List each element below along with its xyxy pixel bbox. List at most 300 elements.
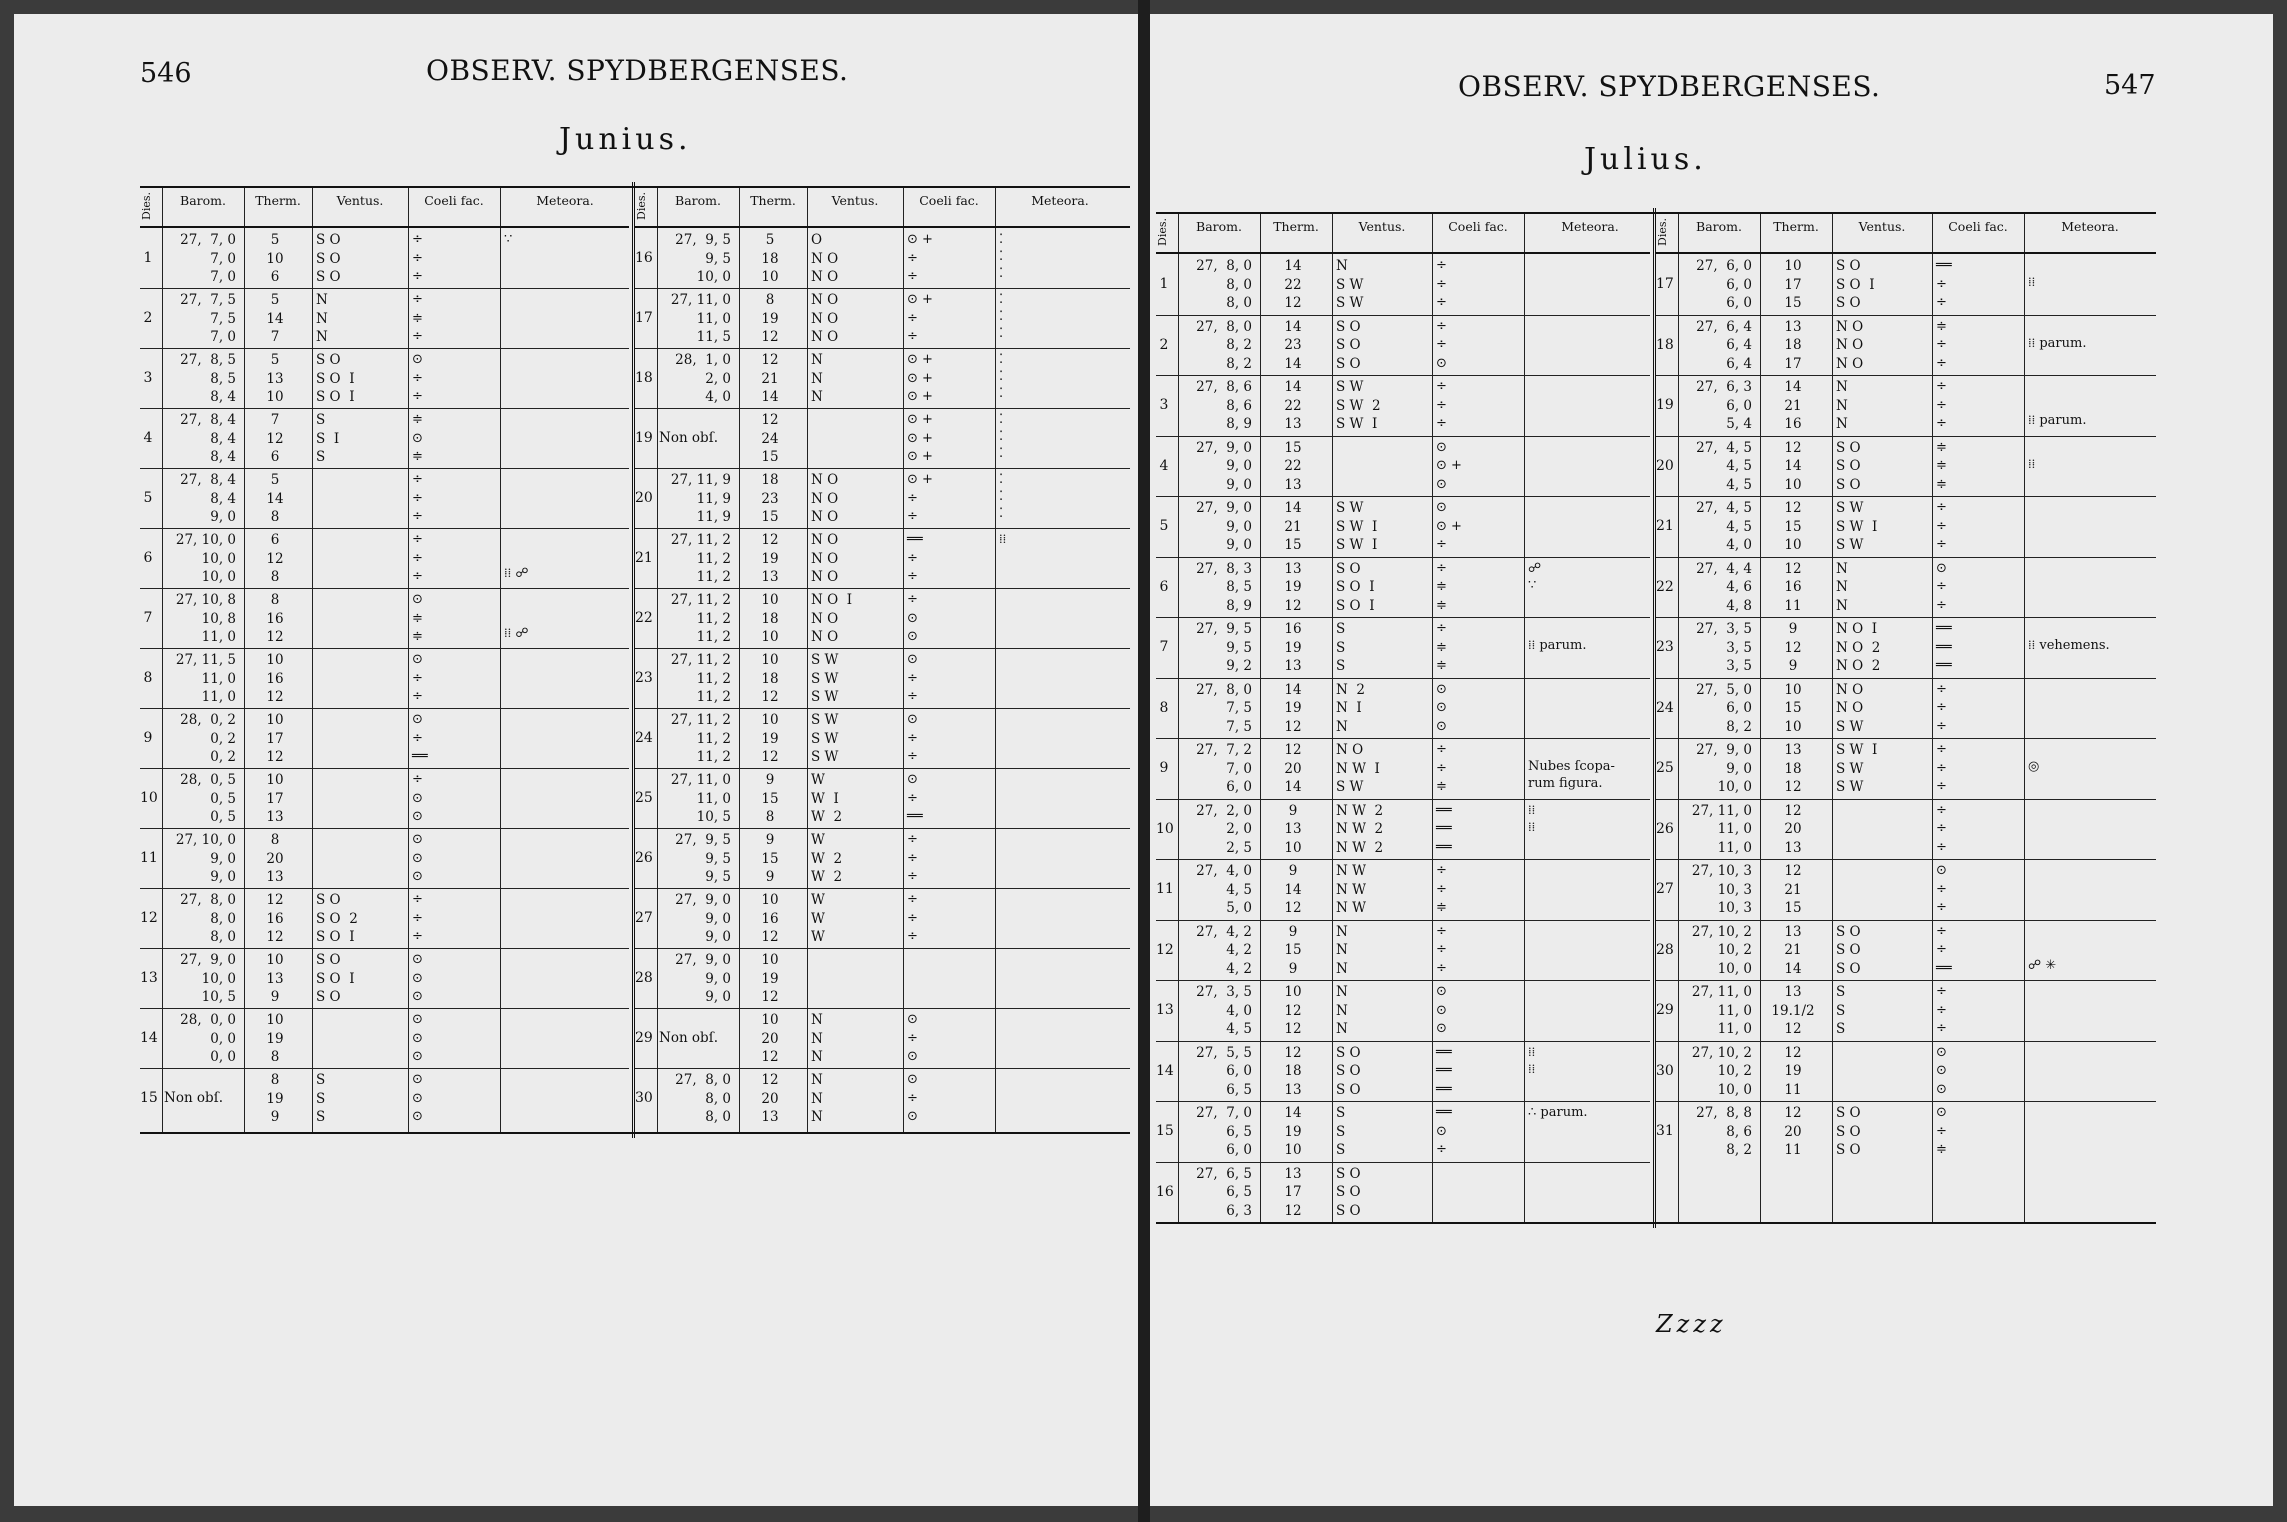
cell-meteora [2024, 496, 2154, 560]
cell-barom: 27, 10, 2 10, 2 10, 0 [1691, 923, 1752, 977]
cell-dies: 21 [1656, 518, 1674, 534]
cell-meteora [2024, 678, 2154, 742]
cell-therm: 5 13 10 [266, 352, 284, 405]
cell-ventus: S W S W I S W [1836, 500, 1878, 553]
cell-therm: 12 21 15 [1784, 863, 1802, 916]
cell-coeli: ÷ ÷ ÷ [1436, 258, 1447, 310]
cell-ventus: S O S O I S O [316, 952, 355, 1005]
cell-dies: 3 [1159, 397, 1169, 413]
header-col-therm: Therm. [255, 193, 301, 208]
cell-barom: 27, 5, 0 6, 0 8, 2 [1696, 681, 1752, 735]
cell-dies: 26 [635, 850, 653, 866]
cell-coeli: ⊙ ÷ ÷ [1936, 560, 1947, 613]
cell-ventus: W W I W 2 [811, 772, 843, 825]
cell-coeli: ÷ ÷ ⊙ [1436, 318, 1447, 371]
cell-coeli: ≑ ÷ ÷ [1936, 318, 1947, 371]
cell-ventus: S O S O S O [1336, 1165, 1361, 1219]
header-col-meteora: Meteora. [536, 193, 594, 208]
cell-dies: 30 [1656, 1062, 1674, 1079]
cell-meteora [1524, 315, 1654, 379]
cell-meteora [2024, 1041, 2154, 1105]
cell-meteora: ⁞⁞ [2028, 456, 2036, 472]
cell-meteora: ⁚ ⁚ ⁚ [999, 292, 1004, 341]
cell-ventus: W W W [811, 892, 825, 945]
cell-coeli: ÷ ÷ ÷ [1436, 923, 1447, 976]
cell-coeli: ⊙ ÷ ⊙ [907, 1072, 918, 1124]
cell-meteora [1524, 1162, 1654, 1226]
cell-dies: 23 [1656, 639, 1674, 655]
cell-coeli: ÷ ÷ ≑ [1436, 863, 1447, 915]
cell-ventus: S W S W S W [811, 652, 839, 705]
cell-meteora [500, 1008, 628, 1071]
cell-dies: 24 [635, 730, 653, 746]
cell-ventus: S W S W S W [811, 712, 839, 765]
cell-barom: 27, 9, 0 9, 0 9, 0 [675, 952, 731, 1005]
cell-meteora [1524, 678, 1654, 742]
cell-ventus: N N N [1836, 379, 1848, 432]
cell-therm: 10 12 12 [1284, 984, 1302, 1037]
header-col-meteora: Meteora. [1561, 219, 1619, 234]
cell-therm: 10 19 12 [761, 712, 779, 765]
cell-ventus: S S S [1336, 1105, 1346, 1158]
signature-mark: Zzzz [1656, 1310, 1727, 1338]
cell-ventus: N N N [1836, 560, 1848, 614]
header-col-coeli: Coeli fac. [424, 193, 484, 208]
junius-table [140, 186, 1130, 1134]
cell-coeli: ÷ ÷ ══ [1936, 923, 1952, 976]
cell-ventus: S O S O S O [1836, 923, 1861, 977]
header-col-barom: Barom. [180, 193, 226, 208]
cell-barom: 28, 0, 5 0, 5 0, 5 [180, 772, 236, 825]
cell-dies: 1 [1159, 276, 1169, 292]
cell-ventus: S S S [316, 1072, 326, 1125]
left-page [14, 14, 1138, 1506]
cell-therm: 12 21 14 [761, 352, 779, 405]
cell-barom: Non obſ. [659, 430, 718, 446]
cell-ventus: S W I S W S W [1836, 742, 1878, 795]
cell-dies: 4 [143, 430, 153, 446]
cell-ventus: N O N O N O [1836, 318, 1864, 372]
cell-dies: 21 [635, 550, 653, 566]
cell-ventus: N O N O N O [811, 472, 839, 525]
cell-ventus: N O I N O N O [811, 592, 853, 645]
cell-coeli: ⊙ ⊙ ⊙ [1436, 681, 1447, 734]
cell-dies: 17 [635, 310, 653, 326]
cell-coeli: ÷ ≑ ≑ [1436, 560, 1447, 613]
cell-coeli: ÷ ÷ ÷ [1936, 742, 1947, 794]
header-col-dies: Dies. [1156, 218, 1169, 246]
cell-therm: 12 14 10 [1784, 439, 1802, 493]
cell-meteora [2024, 557, 2154, 621]
cell-meteora: ∵ [504, 232, 513, 247]
header-col-coeli: Coeli fac. [1948, 219, 2008, 234]
cell-meteora: ⁞⁞ vehemens. [2028, 638, 2110, 653]
cell-therm: 10 18 10 [761, 592, 779, 645]
cell-meteora [1524, 436, 1654, 500]
cell-barom: 27, 6, 4 6, 4 6, 4 [1696, 318, 1752, 372]
cell-therm: 13 19 12 [1284, 560, 1302, 614]
header-col-ventus: Ventus. [336, 193, 384, 208]
cell-dies: 18 [635, 370, 653, 386]
cell-barom: 28, 1, 0 2, 0 4, 0 [675, 352, 731, 405]
cell-dies: 25 [1656, 760, 1674, 776]
cell-barom: 27, 10, 3 10, 3 10, 3 [1691, 863, 1752, 916]
cell-coeli: ÷ ÷ ÷ [907, 892, 918, 944]
cell-barom: 27, 8, 4 8, 4 9, 0 [180, 472, 236, 525]
cell-coeli: ⊙ ÷ ÷ [412, 652, 423, 704]
cell-ventus [312, 468, 406, 531]
cell-ventus [1332, 436, 1430, 500]
cell-coeli: ÷ ÷ ÷ [412, 532, 423, 584]
cell-ventus [312, 708, 406, 771]
cell-meteora [2024, 980, 2154, 1044]
cell-coeli: ⊙ ÷ ⊙ [907, 1012, 918, 1064]
cell-meteora [500, 348, 628, 411]
cell-barom: 27, 6, 3 6, 0 5, 4 [1696, 379, 1752, 432]
cell-therm: 14 22 12 [1284, 258, 1302, 311]
cell-meteora [500, 828, 628, 891]
cell-therm: 12 24 15 [761, 412, 779, 465]
header-col-dies: Dies. [140, 192, 153, 220]
cell-coeli: ⊙ ÷ ══ [907, 772, 923, 824]
page-number: 547 [2104, 70, 2156, 101]
cell-barom: 27, 11, 0 11, 0 11, 5 [670, 292, 731, 345]
cell-dies: 11 [1156, 881, 1174, 897]
cell-therm: 8 20 13 [266, 832, 284, 885]
cell-barom: 27, 8, 8 8, 6 8, 2 [1696, 1105, 1752, 1158]
cell-ventus: N 2 N I N [1336, 681, 1365, 735]
cell-meteora [500, 468, 628, 531]
cell-coeli: ⊙ ÷ ÷ [907, 712, 918, 764]
cell-barom: 27, 8, 0 8, 0 8, 0 [1196, 258, 1252, 311]
cell-coeli: ══ ══ ══ [1436, 802, 1452, 855]
cell-meteora: ☍ ✳ [2028, 957, 2057, 973]
cell-dies: 28 [1656, 941, 1674, 958]
cell-meteora: ☍ ∵ [1528, 560, 1542, 593]
month-title: Junius. [559, 122, 692, 157]
cell-dies: 2 [143, 310, 153, 326]
cell-coeli: ⊙ ⊙ ⊙ [1436, 984, 1447, 1036]
cell-dies: 13 [1156, 1002, 1174, 1018]
cell-dies: 6 [143, 550, 153, 566]
cell-coeli: ══ ÷ ÷ [907, 532, 923, 584]
header-col-meteora: Meteora. [1031, 193, 1089, 208]
cell-dies: 31 [1656, 1123, 1674, 1139]
cell-ventus [807, 408, 901, 471]
cell-barom: 27, 8, 3 8, 5 8, 9 [1196, 560, 1252, 614]
cell-dies: 27 [1656, 881, 1674, 897]
cell-dies: 27 [635, 910, 653, 926]
cell-therm: 10 13 9 [266, 952, 284, 1005]
cell-dies: 10 [140, 790, 158, 806]
cell-meteora: ⁞⁞ parum. [2028, 335, 2087, 351]
page-number: 546 [140, 58, 192, 89]
cell-barom: 27, 8, 0 7, 5 7, 5 [1196, 681, 1252, 735]
cell-ventus [312, 528, 406, 591]
cell-coeli: ÷ ÷ ÷ [412, 232, 423, 284]
cell-ventus: N O N O N O [811, 532, 839, 585]
cell-therm: 14 19 10 [1284, 1105, 1302, 1158]
cell-barom: 27, 9, 0 9, 0 9, 0 [675, 892, 731, 945]
cell-meteora [995, 1068, 1123, 1131]
cell-barom: 28, 0, 2 0, 2 0, 2 [180, 712, 236, 765]
cell-meteora: ⁞⁞ parum. [2028, 413, 2087, 428]
cell-ventus [312, 588, 406, 651]
cell-meteora: ⁞⁞ ⁞⁞ [1528, 1044, 1536, 1077]
cell-barom: 27, 4, 4 4, 6 4, 8 [1696, 560, 1752, 614]
cell-barom: 27, 8, 4 8, 4 8, 4 [180, 412, 236, 465]
cell-dies: 19 [635, 430, 653, 446]
cell-dies: 25 [635, 790, 653, 806]
cell-ventus: S S S [1836, 984, 1846, 1037]
cell-meteora [500, 1068, 628, 1131]
cell-ventus: S S I S [316, 412, 340, 465]
cell-barom: 27, 9, 0 10, 0 10, 5 [180, 952, 236, 1005]
cell-meteora: ⁞⁞ ⁞⁞ [1528, 802, 1536, 835]
cell-barom: 27, 7, 2 7, 0 6, 0 [1196, 742, 1252, 795]
cell-barom: 27, 7, 5 7, 5 7, 0 [180, 292, 236, 345]
cell-ventus: S S S [1336, 621, 1346, 674]
cell-dies: 17 [1656, 276, 1674, 292]
header-col-barom: Barom. [675, 193, 721, 208]
cell-therm: 10 19 8 [266, 1012, 284, 1065]
cell-barom: 27, 11, 2 11, 2 11, 2 [670, 532, 731, 585]
cell-dies: 2 [1159, 336, 1169, 353]
cell-dies: 14 [140, 1030, 158, 1046]
cell-dies: 19 [1656, 397, 1674, 413]
cell-barom: 27, 8, 6 8, 6 8, 9 [1196, 379, 1252, 432]
cell-therm: 10 17 12 [266, 712, 284, 765]
cell-ventus [312, 768, 406, 831]
cell-dies: 7 [143, 610, 153, 626]
cell-ventus [807, 948, 901, 1011]
header-col-therm: Therm. [1273, 219, 1319, 234]
cell-ventus: N W 2 N W 2 N W 2 [1336, 802, 1384, 856]
cell-coeli: ÷ ÷ ÷ [907, 832, 918, 884]
cell-meteora [1524, 496, 1654, 560]
cell-coeli: ÷ ÷ ÷ [1936, 500, 1947, 552]
cell-dies: 9 [1159, 760, 1169, 776]
header-col-dies: Dies. [1656, 218, 1669, 246]
cell-barom: 27, 11, 5 11, 0 11, 0 [175, 652, 236, 705]
running-header: OBSERV. SPYDBERGENSES. [426, 54, 849, 87]
cell-barom: 27, 11, 0 11, 0 10, 5 [670, 772, 731, 825]
cell-ventus: N O N W I S W [1336, 742, 1380, 795]
cell-therm: 8 19 9 [266, 1072, 284, 1125]
header-col-barom: Barom. [1196, 219, 1242, 234]
cell-dies: 29 [635, 1030, 653, 1046]
header-col-therm: Therm. [750, 193, 796, 208]
cell-ventus: O N O N O [811, 232, 839, 285]
cell-meteora [1524, 920, 1654, 984]
cell-coeli: ⊙ + ⊙ + ⊙ + [907, 412, 933, 464]
cell-dies: 12 [140, 910, 158, 926]
cell-therm: 9 12 9 [1784, 621, 1802, 674]
cell-coeli: ⊙ ≑ ≑ [412, 592, 423, 644]
cell-coeli: ⊙ ⊙ ⊙ [412, 952, 423, 1004]
cell-barom: 27, 7, 0 6, 5 6, 0 [1196, 1105, 1252, 1158]
cell-coeli: ⊙ + ÷ ÷ [907, 292, 933, 344]
cell-coeli [1432, 1162, 1522, 1226]
cell-dies: 5 [1159, 518, 1169, 534]
cell-meteora: ⁚ ⁚ ⁚ [999, 352, 1004, 401]
cell-ventus [312, 1008, 406, 1071]
cell-meteora [500, 768, 628, 831]
cell-barom: 27, 3, 5 3, 5 3, 5 [1696, 621, 1752, 674]
cell-coeli: ÷ ÷ ÷ [412, 472, 423, 524]
cell-meteora [2024, 859, 2154, 923]
cell-barom: 27, 8, 0 8, 0 8, 0 [675, 1072, 731, 1125]
cell-meteora [500, 648, 628, 711]
cell-barom: 27, 5, 5 6, 0 6, 5 [1196, 1044, 1252, 1098]
cell-meteora: ⁞⁞ parum. [1528, 638, 1587, 653]
cell-coeli: ÷ ÷ ÷ [1936, 681, 1947, 734]
cell-therm: 16 19 13 [1284, 621, 1302, 674]
cell-barom: Non obſ. [659, 1030, 718, 1046]
cell-coeli: ══ ══ ══ [1436, 1044, 1452, 1097]
cell-therm: 15 22 13 [1284, 439, 1302, 493]
cell-ventus: S W S W I S W I [1336, 500, 1378, 553]
cell-therm: 5 14 8 [266, 472, 284, 525]
cell-coeli: ⊙ + ⊙ + ⊙ + [907, 352, 933, 404]
cell-dies: 16 [635, 250, 653, 266]
cell-dies: 5 [143, 490, 153, 506]
cell-ventus: S O S O S O [1836, 1105, 1861, 1158]
cell-therm: 13 21 14 [1784, 923, 1802, 977]
cell-dies: 20 [1656, 457, 1674, 474]
cell-meteora: ⁚ ⁚ ⁚ [999, 232, 1004, 281]
cell-ventus: S O S O S O [1336, 1044, 1361, 1098]
cell-barom: 27, 11, 2 11, 2 11, 2 [670, 592, 731, 645]
cell-coeli: ÷ ≑ ÷ [412, 292, 423, 344]
cell-barom: 27, 10, 0 9, 0 9, 0 [175, 832, 236, 885]
cell-meteora [995, 888, 1123, 951]
header-col-coeli: Coeli fac. [919, 193, 979, 208]
cell-dies: 22 [1656, 578, 1674, 595]
cell-meteora [1524, 254, 1654, 318]
cell-ventus [312, 648, 406, 711]
cell-therm: 14 22 13 [1284, 379, 1302, 432]
cell-dies: 3 [143, 370, 153, 386]
cell-therm: 5 10 6 [266, 232, 284, 285]
cell-barom: 27, 9, 0 9, 0 9, 0 [1196, 439, 1252, 493]
running-header: OBSERV. SPYDBERGENSES. [1458, 70, 1881, 103]
cell-meteora: ⁞⁞ [999, 532, 1007, 547]
cell-therm: 7 12 6 [266, 412, 284, 465]
cell-meteora: ∴ parum. [1528, 1105, 1588, 1120]
cell-therm: 12 19 13 [761, 532, 779, 585]
cell-ventus: N O I N O 2 N O 2 [1836, 621, 1881, 674]
cell-therm: 12 19 11 [1784, 1044, 1802, 1098]
header-col-meteora: Meteora. [2061, 219, 2119, 234]
cell-ventus [312, 828, 406, 891]
cell-meteora: ⁚ ⁚ ⁚ [999, 412, 1004, 461]
cell-therm: 13 18 12 [1784, 742, 1802, 795]
cell-meteora [1524, 375, 1654, 439]
cell-dies: 15 [1156, 1123, 1174, 1139]
cell-meteora [995, 588, 1123, 651]
cell-meteora [2024, 1101, 2154, 1165]
cell-dies: 1 [143, 250, 153, 266]
cell-ventus: N N N [811, 1072, 823, 1125]
cell-meteora [995, 708, 1123, 771]
cell-meteora [1524, 859, 1654, 923]
cell-meteora [995, 828, 1123, 891]
cell-dies: 7 [1159, 639, 1169, 655]
cell-dies: 13 [140, 970, 158, 986]
cell-coeli: ÷ ≑ ≑ [1436, 621, 1447, 673]
cell-ventus: S O S O I S O I [316, 352, 355, 405]
cell-dies: 23 [635, 670, 653, 686]
cell-coeli: ⊙ + ÷ ÷ [907, 472, 933, 524]
cell-therm: 9 13 10 [1284, 802, 1302, 856]
cell-coeli: ⊙ ÷ ≑ [1936, 1105, 1947, 1157]
cell-ventus: N O N O N O [811, 292, 839, 345]
cell-ventus: S O S O I S O [1836, 258, 1875, 311]
cell-meteora [2024, 799, 2154, 863]
cell-meteora [1524, 980, 1654, 1044]
cell-coeli: ÷ ÷ ÷ [412, 892, 423, 944]
julius-table [1156, 212, 2156, 1224]
right-page [1150, 14, 2273, 1506]
cell-barom: 27, 3, 5 4, 0 4, 5 [1196, 984, 1252, 1037]
cell-therm: 8 19 12 [761, 292, 779, 345]
cell-meteora [500, 408, 628, 471]
cell-meteora [995, 648, 1123, 711]
header-col-therm: Therm. [1773, 219, 1819, 234]
cell-dies: 18 [1656, 336, 1674, 353]
cell-dies: 10 [1156, 820, 1174, 837]
gutter [1138, 0, 1150, 1522]
cell-dies: 11 [140, 850, 158, 866]
cell-meteora [500, 708, 628, 771]
cell-coeli: ⊙ ⊙ ⊙ [412, 1072, 423, 1124]
cell-barom: 27, 11, 0 11, 0 11, 0 [1691, 802, 1752, 856]
cell-barom: 27, 4, 5 4, 5 4, 5 [1696, 439, 1752, 493]
cell-coeli: ⊙ + ÷ ÷ [907, 232, 933, 284]
cell-therm: 9 15 8 [761, 772, 779, 825]
header-col-coeli: Coeli fac. [1448, 219, 1508, 234]
cell-meteora: ⁚ ⁚ ⁚ [999, 472, 1004, 521]
cell-coeli [903, 948, 993, 1011]
cell-coeli: ⊙ ÷ ÷ [412, 352, 423, 404]
cell-barom: 28, 0, 0 0, 0 0, 0 [180, 1012, 236, 1065]
header-col-ventus: Ventus. [1358, 219, 1406, 234]
cell-barom: 27, 4, 0 4, 5 5, 0 [1196, 863, 1252, 916]
cell-barom: 27, 9, 5 9, 5 9, 5 [675, 832, 731, 885]
header-col-ventus: Ventus. [1858, 219, 1906, 234]
cell-coeli: ÷ ⊙ ⊙ [412, 772, 423, 824]
header-col-dies: Dies. [635, 192, 648, 220]
cell-dies: 29 [1656, 1002, 1674, 1018]
cell-therm: 5 14 7 [266, 292, 284, 345]
cell-therm: 9 14 12 [1284, 863, 1302, 916]
header-col-barom: Barom. [1696, 219, 1742, 234]
cell-dies: 9 [143, 730, 153, 746]
cell-therm: 12 20 13 [1784, 802, 1802, 856]
cell-ventus: S O S O 2 S O I [316, 892, 358, 945]
cell-coeli: ÷ ÷ ≑ [1436, 742, 1447, 794]
cell-meteora: ⁞⁞ ☍ [504, 566, 529, 581]
cell-barom: 27, 9, 0 9, 0 10, 0 [1696, 742, 1752, 795]
cell-barom: 27, 9, 5 9, 5 9, 2 [1196, 621, 1252, 674]
cell-therm: 10 18 12 [761, 652, 779, 705]
cell-coeli: ⊙ ⊙ ⊙ [412, 1012, 423, 1064]
cell-ventus: N N N [811, 352, 823, 405]
cell-ventus: N N N [1336, 984, 1348, 1037]
cell-barom: 27, 4, 5 4, 5 4, 0 [1696, 500, 1752, 553]
cell-coeli: ⊙ ÷ ÷ [907, 652, 918, 704]
